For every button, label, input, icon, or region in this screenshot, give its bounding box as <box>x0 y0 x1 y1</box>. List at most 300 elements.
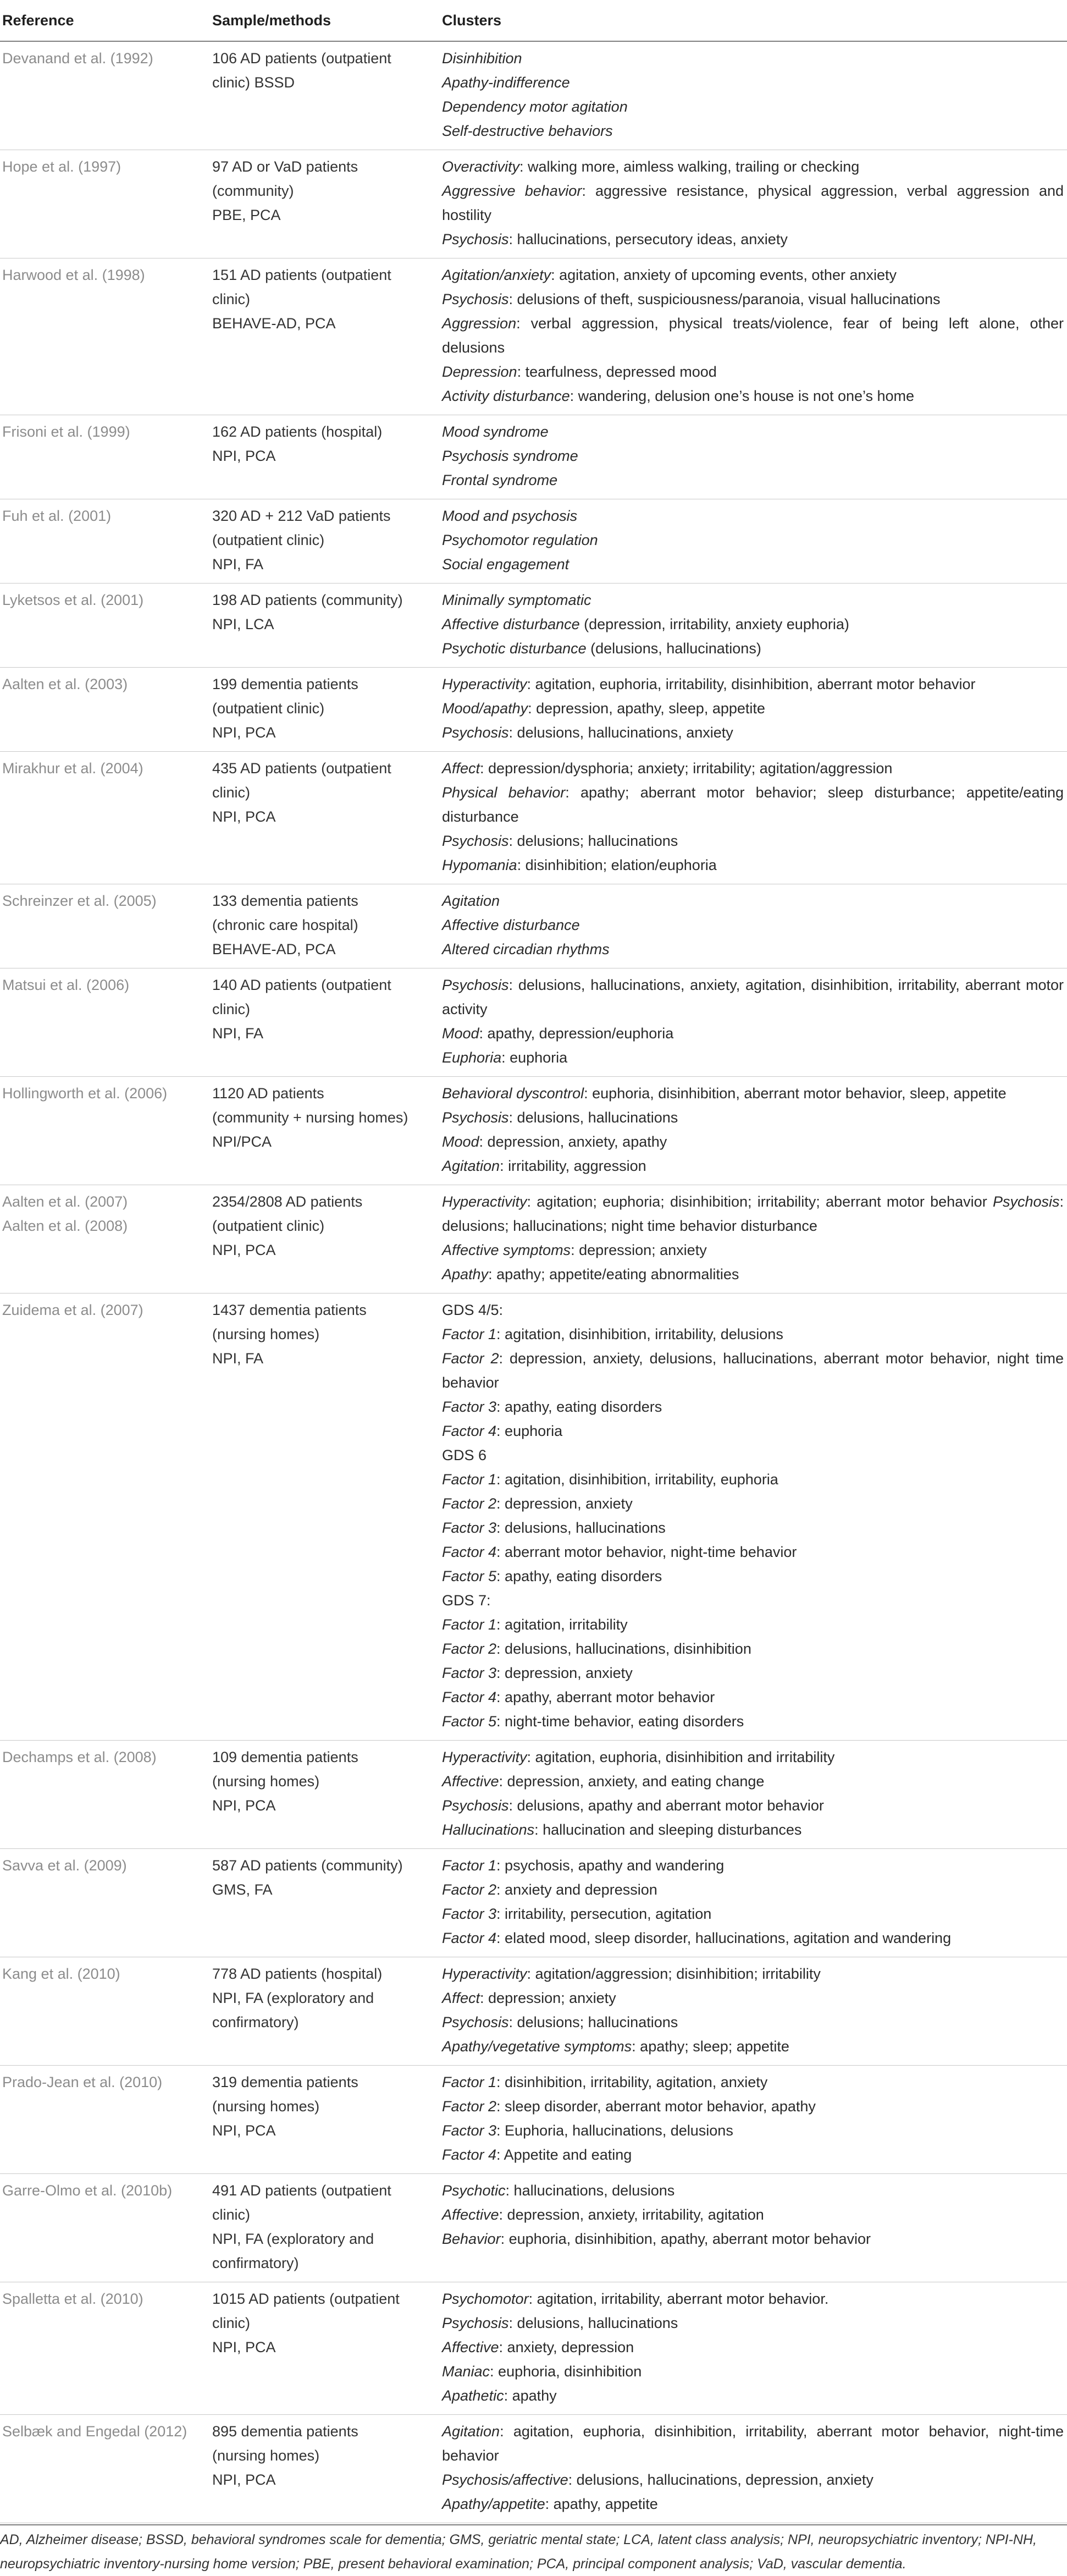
clusters-cell <box>440 258 1067 415</box>
cluster-label: Aggressive behavior <box>442 183 582 199</box>
cluster-line <box>442 1793 1064 1818</box>
cluster-text: : aggressive resistance, physical aggression, verbal aggression and hostility <box>442 183 1064 223</box>
cluster-line <box>442 360 1064 384</box>
cluster-line <box>442 1045 1064 1070</box>
cluster-line <box>442 1685 1064 1709</box>
sample-line: 106 AD patients (outpatient <box>212 50 391 67</box>
cluster-text: GDS 7: <box>442 1592 491 1609</box>
cluster-line <box>442 2419 1064 2468</box>
reference-line: Selbæk and Engedal (2012) <box>2 2423 187 2440</box>
cluster-label: Psychosis <box>442 724 509 741</box>
reference-cell <box>0 1077 210 1185</box>
cluster-line <box>442 1346 1064 1395</box>
cluster-line <box>442 913 1064 937</box>
sample-line: clinic) <box>212 2206 251 2223</box>
cluster-line <box>442 1878 1064 1902</box>
sample-line: 491 AD patients (outpatient <box>212 2182 391 2199</box>
table-row <box>0 1849 1067 1957</box>
sample-methods-cell <box>210 884 440 968</box>
cluster-label: Factor 1 <box>442 1471 497 1488</box>
cluster-text: : apathy; appetite/eating abnormalities <box>488 1266 739 1283</box>
cluster-label: Affective <box>442 2206 499 2223</box>
cluster-label: Dependency motor agitation <box>442 98 628 115</box>
reference-line: Mirakhur et al. (2004) <box>2 760 143 777</box>
cluster-line <box>442 95 1064 119</box>
cluster-text: : apathy, eating disorders <box>496 1399 662 1415</box>
sample-line: clinic) <box>212 2315 251 2331</box>
clusters-cell <box>440 584 1067 668</box>
cluster-line <box>442 973 1064 1021</box>
cluster-text: : irritability, aggression <box>500 1158 646 1174</box>
cluster-text: : delusions; hallucinations <box>508 833 678 849</box>
sample-line: confirmatory) <box>212 2014 299 2030</box>
cluster-label: Mood and psychosis <box>442 508 578 524</box>
cluster-line <box>442 1467 1064 1491</box>
reference-line: Hollingworth et al. (2006) <box>2 1085 168 1102</box>
table-footnote: AD, Alzheimer disease; BSSD, behavioral syndromes scale for dementia; GMS, geriatric mental state; LCA, latent class analysis; NPI, neuropsychiatric inventory; NPI-NH, neuropsychiatric inventory-nursing home version; PBE, present behavioral examination; PCA, principal component analysis; VaD, vascular dementia. <box>0 2524 1067 2576</box>
sample-line: (nursing homes) <box>212 2447 320 2464</box>
cluster-label: Factor 2 <box>442 1641 497 1657</box>
cluster-label: Mood <box>442 1133 479 1150</box>
reference-cell <box>0 258 210 415</box>
sample-line: NPI, FA (exploratory and <box>212 2231 374 2247</box>
cluster-text: (delusions, hallucinations) <box>586 640 761 657</box>
reference-line: Schreinzer et al. (2005) <box>2 893 157 909</box>
cluster-label: Factor 1 <box>442 1857 497 1874</box>
cluster-line <box>442 780 1064 829</box>
cluster-text: : delusions; hallucinations <box>508 2014 678 2030</box>
table-row <box>0 150 1067 258</box>
cluster-text: : euphoria, disinhibition, apathy, aberrant motor behavior <box>500 2231 871 2247</box>
cluster-text: (depression, irritability, anxiety euphoria) <box>579 616 849 632</box>
sample-line: NPI/PCA <box>212 1133 272 1150</box>
clusters-cell <box>440 1957 1067 2066</box>
cluster-line <box>442 1105 1064 1130</box>
cluster-text: : depression, apathy, sleep, appetite <box>528 700 765 717</box>
sample-line: 109 dementia patients <box>212 1749 358 1765</box>
cluster-text: : depression, anxiety, irritability, agitation <box>499 2206 764 2223</box>
cluster-text: : depression, anxiety, apathy <box>479 1133 667 1150</box>
cluster-line <box>442 528 1064 552</box>
sample-line: (nursing homes) <box>212 1773 320 1790</box>
cluster-text: : depression, anxiety, and eating change <box>499 1773 765 1790</box>
sample-line: (outpatient clinic) <box>212 532 325 548</box>
cluster-text: : euphoria, disinhibition <box>490 2363 642 2380</box>
cluster-line <box>442 1588 1064 1612</box>
cluster-text: : anxiety, depression <box>499 2339 634 2355</box>
reference-cell <box>0 41 210 150</box>
cluster-text: : Appetite and eating <box>496 2146 632 2163</box>
cluster-label: Apathy-indifference <box>442 74 570 91</box>
cluster-label: Psychosis <box>442 1109 509 1126</box>
cluster-label: Factor 3 <box>442 1520 497 1536</box>
sample-methods-cell <box>210 1185 440 1293</box>
cluster-label: Factor 1 <box>442 1616 497 1633</box>
sample-methods-cell <box>210 415 440 499</box>
cluster-text: : tearfulness, depressed mood <box>517 364 717 380</box>
cluster-label: Psychomotor regulation <box>442 532 598 548</box>
cluster-text: : apathy <box>504 2387 557 2404</box>
cluster-label: Psychosis <box>442 2014 509 2030</box>
cluster-text: : agitation, anxiety of upcoming events, other anxiety <box>551 267 897 283</box>
cluster-line <box>442 2311 1064 2335</box>
cluster-line <box>442 2203 1064 2227</box>
sample-line: (nursing homes) <box>212 2098 320 2115</box>
cluster-line <box>442 504 1064 528</box>
sample-methods-cell <box>210 41 440 150</box>
table-body <box>0 41 1067 2523</box>
reference-cell <box>0 584 210 668</box>
clusters-cell <box>440 1185 1067 1293</box>
sample-methods-cell <box>210 1741 440 1849</box>
sample-line: 140 AD patients (outpatient <box>212 977 391 993</box>
reference-line: Hope et al. (1997) <box>2 158 121 175</box>
cluster-line <box>442 2359 1064 2384</box>
sample-line: 320 AD + 212 VaD patients <box>212 508 391 524</box>
reference-cell <box>0 2415 210 2523</box>
table-row <box>0 968 1067 1077</box>
cluster-text: : disinhibition, irritability, agitation, anxiety <box>496 2074 768 2090</box>
cluster-text: : apathy; aberrant motor behavior; sleep disturbance; appetite/eating disturbance <box>442 784 1064 825</box>
sample-line: 199 dementia patients <box>212 676 358 692</box>
sample-line: PBE, PCA <box>212 207 281 223</box>
sample-methods-cell <box>210 1957 440 2066</box>
cluster-label: Psychosis/affective <box>442 2472 568 2488</box>
sample-line: NPI, FA <box>212 1350 264 1367</box>
reference-line: Matsui et al. (2006) <box>2 977 130 993</box>
cluster-label: Factor 4 <box>442 1689 497 1705</box>
cluster-line <box>442 1419 1064 1443</box>
cluster-text: : depression; anxiety <box>480 1990 616 2006</box>
reference-cell <box>0 668 210 752</box>
reference-cell <box>0 1185 210 1293</box>
cluster-line <box>442 1298 1064 1322</box>
cluster-text: : depression; anxiety <box>571 1242 707 1258</box>
reference-cell <box>0 752 210 884</box>
cluster-line <box>442 263 1064 287</box>
cluster-line <box>442 853 1064 877</box>
cluster-label: Agitation <box>442 1158 500 1174</box>
cluster-line <box>442 937 1064 961</box>
sample-line: 162 AD patients (hospital) <box>212 423 383 440</box>
reference-line: Frisoni et al. (1999) <box>2 423 130 440</box>
cluster-line <box>442 2384 1064 2408</box>
cluster-label: Affective disturbance <box>442 917 580 933</box>
cluster-text: : wandering, delusion one’s house is not one’s home <box>570 388 915 404</box>
cluster-label: Euphoria <box>442 1049 502 1066</box>
cluster-text: : irritability, persecution, agitation <box>496 1906 712 1922</box>
clusters-cell <box>440 41 1067 150</box>
sample-line: (outpatient clinic) <box>212 1218 325 1234</box>
sample-line: clinic) <box>212 291 251 307</box>
cluster-label: Factor 4 <box>442 2146 497 2163</box>
reference-cell <box>0 1293 210 1741</box>
cluster-label: Overactivity <box>442 158 520 175</box>
table-row <box>0 258 1067 415</box>
cluster-label: Apathy <box>442 1266 489 1283</box>
cluster-label: Hyperactivity <box>442 1193 527 1210</box>
sample-line: 198 AD patients (community) <box>212 592 403 608</box>
table-header <box>0 0 1067 41</box>
cluster-text: : agitation, disinhibition, irritability, euphoria <box>496 1471 778 1488</box>
reference-cell <box>0 1957 210 2066</box>
sample-line: BEHAVE-AD, PCA <box>212 315 336 332</box>
table-row <box>0 499 1067 584</box>
clusters-cell <box>440 752 1067 884</box>
cluster-line <box>442 612 1064 636</box>
cluster-label: Psychotic <box>442 2182 506 2199</box>
cluster-line <box>442 1926 1064 1950</box>
reference-line: Kang et al. (2010) <box>2 1966 120 1982</box>
cluster-text: : delusions, hallucinations, anxiety, agitation, disinhibition, irritability, aberrant motor activity <box>442 977 1064 1017</box>
clusters-cell <box>440 1293 1067 1741</box>
table-row <box>0 1185 1067 1293</box>
cluster-line <box>442 179 1064 227</box>
sample-line: clinic) <box>212 1001 251 1017</box>
cluster-label: Psychosis <box>442 231 509 247</box>
cluster-label: Psychosis <box>442 291 509 307</box>
cluster-label: Depression <box>442 364 517 380</box>
cluster-label: Psychomotor <box>442 2291 529 2307</box>
cluster-text: : depression/dysphoria; anxiety; irritability; agitation/aggression <box>480 760 893 777</box>
cluster-line <box>442 468 1064 492</box>
cluster-line <box>442 672 1064 696</box>
table-row <box>0 668 1067 752</box>
cluster-line <box>442 1818 1064 1842</box>
cluster-text: : aberrant motor behavior, night-time behavior <box>496 1544 797 1560</box>
header-clusters: Clusters <box>440 0 1067 41</box>
clusters-cell <box>440 884 1067 968</box>
cluster-line <box>442 1443 1064 1467</box>
cluster-text: : verbal aggression, physical treats/violence, fear of being left alone, other delusions <box>442 315 1064 356</box>
sample-line: BEHAVE-AD, PCA <box>212 941 336 957</box>
cluster-label: Factor 4 <box>442 1544 497 1560</box>
reference-cell <box>0 2066 210 2174</box>
cluster-line <box>442 696 1064 720</box>
cluster-text: : apathy, eating disorders <box>496 1568 662 1584</box>
header-reference: Reference <box>0 0 210 41</box>
cluster-label: Factor 3 <box>442 1399 497 1415</box>
reference-line: Aalten et al. (2008) <box>2 1218 128 1234</box>
cluster-line <box>442 1769 1064 1793</box>
cluster-line <box>442 155 1064 179</box>
sample-line: (community + nursing homes) <box>212 1109 408 1126</box>
sample-methods-cell <box>210 2066 440 2174</box>
reference-cell <box>0 968 210 1077</box>
cluster-line <box>442 287 1064 311</box>
table-row <box>0 1077 1067 1185</box>
cluster-line <box>442 1130 1064 1154</box>
cluster-line <box>442 1745 1064 1769</box>
cluster-label: Agitation/anxiety <box>442 267 551 283</box>
clusters-cell <box>440 415 1067 499</box>
cluster-text: : delusions, hallucinations, depression, anxiety <box>568 2472 873 2488</box>
sample-line: 2354/2808 AD patients <box>212 1193 363 1210</box>
clusters-cell <box>440 968 1067 1077</box>
cluster-text: : apathy, depression/euphoria <box>479 1025 674 1042</box>
sample-methods-cell <box>210 499 440 584</box>
cluster-label: Self-destructive behaviors <box>442 123 613 139</box>
cluster-text: : Euphoria, hallucinations, delusions <box>496 2122 733 2139</box>
cluster-text: : elated mood, sleep disorder, hallucinations, agitation and wandering <box>496 1930 952 1946</box>
cluster-text: : euphoria, disinhibition, aberrant motor behavior, sleep, appetite <box>584 1085 1007 1102</box>
sample-methods-cell <box>210 2174 440 2282</box>
cluster-text: : depression, anxiety, delusions, hallucinations, aberrant motor behavior, night time behavior <box>442 1350 1064 1391</box>
cluster-label: Frontal syndrome <box>442 472 558 488</box>
sample-line: NPI, PCA <box>212 1797 276 1814</box>
sample-methods-cell <box>210 1077 440 1185</box>
cluster-line <box>442 1154 1064 1178</box>
cluster-text: : delusions, hallucinations, disinhibition <box>496 1641 751 1657</box>
sample-line: (chronic care hospital) <box>212 917 358 933</box>
cluster-label: Psychosis <box>442 1797 509 1814</box>
clusters-cell <box>440 1741 1067 1849</box>
cluster-label: Affective symptoms <box>442 1242 571 1258</box>
sample-line: 97 AD or VaD patients <box>212 158 358 175</box>
cluster-label: Psychosis <box>442 977 509 993</box>
cluster-label: Factor 4 <box>442 1930 497 1946</box>
cluster-line <box>442 420 1064 444</box>
cluster-text: : psychosis, apathy and wandering <box>496 1857 725 1874</box>
cluster-text: : delusions; hallucinations; night time behavior disturbance <box>442 1193 1064 1234</box>
sample-methods-cell <box>210 2282 440 2415</box>
cluster-text: : agitation, euphoria, disinhibition and irritability <box>527 1749 835 1765</box>
sample-methods-cell <box>210 1849 440 1957</box>
cluster-text: : delusions, hallucinations <box>496 1520 666 1536</box>
cluster-text: : agitation, euphoria, disinhibition, irritability, aberrant motor behavior, night-time behavior <box>442 2423 1064 2464</box>
cluster-line <box>442 1081 1064 1105</box>
cluster-text: : night-time behavior, eating disorders <box>496 1713 744 1730</box>
reference-line: Dechamps et al. (2008) <box>2 1749 157 1765</box>
cluster-label: Affective <box>442 1773 499 1790</box>
table-row <box>0 584 1067 668</box>
sample-line: clinic) <box>212 784 251 801</box>
sample-methods-cell <box>210 2415 440 2523</box>
reference-cell <box>0 2282 210 2415</box>
sample-line: 151 AD patients (outpatient <box>212 267 391 283</box>
cluster-label: Aggression <box>442 315 517 332</box>
cluster-text: : euphoria <box>501 1049 568 1066</box>
cluster-line <box>442 2227 1064 2251</box>
clusters-cell <box>440 2282 1067 2415</box>
cluster-label: Apathetic <box>442 2387 504 2404</box>
cluster-text: : hallucinations, persecutory ideas, anxiety <box>508 231 788 247</box>
cluster-text: : agitation; euphoria; disinhibition; irritability; aberrant motor behavior <box>527 1193 993 1210</box>
cluster-line <box>442 2143 1064 2167</box>
cluster-line <box>442 1709 1064 1733</box>
cluster-label: Mood syndrome <box>442 423 549 440</box>
cluster-label: Mood <box>442 1025 479 1042</box>
cluster-label: Factor 5 <box>442 1713 497 1730</box>
table-row <box>0 1741 1067 1849</box>
reference-line: Lyketsos et al. (2001) <box>2 592 144 608</box>
sample-line: 1120 AD patients <box>212 1085 324 1102</box>
reference-line: Garre-Olmo et al. (2010b) <box>2 2182 173 2199</box>
cluster-line <box>442 636 1064 660</box>
cluster-text: : walking more, aimless walking, trailing or checking <box>519 158 860 175</box>
reference-line: Harwood et al. (1998) <box>2 267 145 283</box>
reference-cell <box>0 1849 210 1957</box>
sample-line: 895 dementia patients <box>212 2423 358 2440</box>
cluster-line <box>442 1612 1064 1637</box>
cluster-line <box>442 1516 1064 1540</box>
cluster-line <box>442 227 1064 251</box>
cluster-label: Factor 2 <box>442 2098 497 2115</box>
reference-cell <box>0 884 210 968</box>
sample-line: 778 AD patients (hospital) <box>212 1966 383 1982</box>
cluster-line <box>442 119 1064 143</box>
table-row <box>0 884 1067 968</box>
clusters-cell <box>440 2174 1067 2282</box>
cluster-line <box>442 1190 1064 1238</box>
reference-line: Zuidema et al. (2007) <box>2 1302 143 1318</box>
cluster-line <box>442 1395 1064 1419</box>
cluster-label: Affect <box>442 1990 480 2006</box>
sample-line: NPI, PCA <box>212 2122 276 2139</box>
sample-line: 133 dementia patients <box>212 893 358 909</box>
cluster-line <box>442 588 1064 612</box>
cluster-label: Factor 3 <box>442 2122 497 2139</box>
cluster-text: : agitation/aggression; disinhibition; irritability <box>527 1966 821 1982</box>
table-row <box>0 2415 1067 2523</box>
reference-line: Spalletta et al. (2010) <box>2 2291 143 2307</box>
cluster-label: Factor 3 <box>442 1665 497 1681</box>
cluster-text: : anxiety and depression <box>496 1881 657 1898</box>
cluster-label: Hypomania <box>442 857 517 873</box>
cluster-line <box>442 889 1064 913</box>
cluster-text: : apathy, aberrant motor behavior <box>496 1689 715 1705</box>
clusters-cell <box>440 1077 1067 1185</box>
cluster-line <box>442 1853 1064 1878</box>
cluster-label: Apathy/appetite <box>442 2496 545 2512</box>
cluster-label: Psychotic disturbance <box>442 640 587 657</box>
clusters-cell <box>440 668 1067 752</box>
cluster-text: : depression, anxiety <box>496 1665 633 1681</box>
cluster-line <box>442 1637 1064 1661</box>
sample-line: (community) <box>212 183 294 199</box>
sample-line: NPI, PCA <box>212 448 276 464</box>
sample-line: (nursing homes) <box>212 1326 320 1342</box>
sample-line: NPI, FA (exploratory and <box>212 1990 374 2006</box>
cluster-label: Factor 1 <box>442 2074 497 2090</box>
sample-line: 1015 AD patients (outpatient <box>212 2291 400 2307</box>
reference-line: Aalten et al. (2003) <box>2 676 128 692</box>
table-row <box>0 2066 1067 2174</box>
cluster-text: : apathy, appetite <box>545 2496 658 2512</box>
cluster-line <box>442 1540 1064 1564</box>
cluster-label: Psychosis <box>442 833 509 849</box>
cluster-label: Disinhibition <box>442 50 522 67</box>
cluster-text: GDS 6 <box>442 1447 487 1463</box>
reference-line: Savva et al. (2009) <box>2 1857 127 1874</box>
cluster-label: Affective <box>442 2339 499 2355</box>
cluster-text: : agitation, irritability, aberrant motor behavior. <box>528 2291 829 2307</box>
cluster-text: : agitation, irritability <box>496 1616 628 1633</box>
cluster-label: Maniac <box>442 2363 490 2380</box>
sample-line: 587 AD patients (community) <box>212 1857 403 1874</box>
cluster-label: Physical behavior <box>442 784 566 801</box>
cluster-line <box>442 1238 1064 1262</box>
cluster-text: : hallucination and sleeping disturbances <box>534 1821 802 1838</box>
cluster-line <box>442 2034 1064 2058</box>
cluster-line <box>442 444 1064 468</box>
cluster-text: : disinhibition; elation/euphoria <box>517 857 717 873</box>
cluster-line <box>442 829 1064 853</box>
cluster-line <box>442 1564 1064 1588</box>
cluster-text: : sleep disorder, aberrant motor behavior, apathy <box>496 2098 816 2115</box>
reference-line: Devanand et al. (1992) <box>2 50 153 67</box>
cluster-line <box>442 311 1064 360</box>
